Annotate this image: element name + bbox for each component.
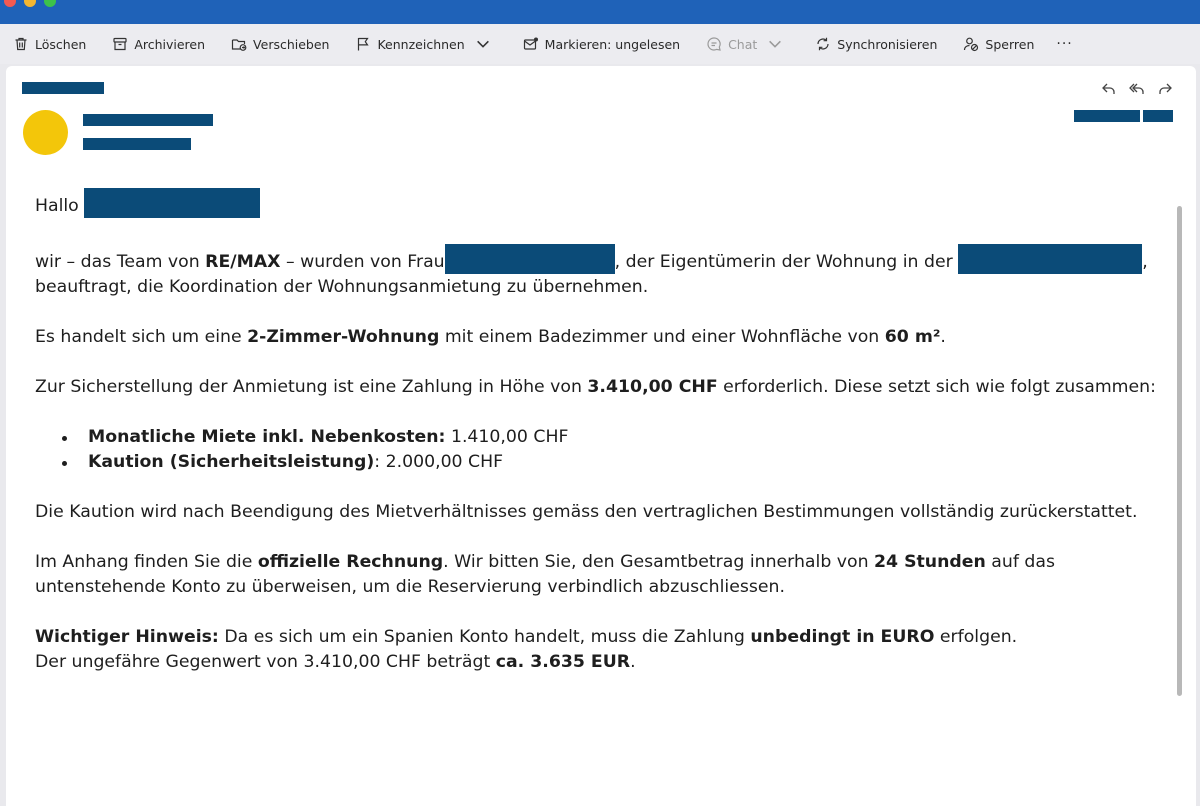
notice-paragraph	[35, 625, 1165, 675]
close-window-button[interactable]	[4, 0, 16, 7]
invoice-text: untenstehende Konto zu überweisen, um die Reservierung verbindlich abzuschliessen.	[35, 577, 785, 597]
payment-breakdown-list	[35, 425, 1165, 475]
payment-text: Zur Sicherstellung der Anmietung ist eine Zahlung in Höhe von	[35, 377, 588, 397]
scrollbar-thumb[interactable]	[1177, 206, 1182, 696]
reply-actions	[1100, 80, 1174, 98]
sync-label: Synchronisieren	[837, 36, 938, 52]
notice-text: Da es sich um ein Spanien Konto handelt, muss die Zahlung	[218, 627, 751, 647]
flag-icon	[355, 36, 371, 52]
redacted-address	[958, 244, 1142, 274]
apartment-size: 60 m²	[884, 327, 941, 347]
notice-text: Der ungefähre Gegenwert von 3.410,00 CHF beträgt	[35, 652, 496, 672]
notice-label: Wichtiger Hinweis:	[35, 627, 219, 647]
apartment-text: Es handelt sich um eine	[35, 327, 248, 347]
mark-unread-button[interactable]	[521, 30, 682, 58]
intro-text: , der Eigentümerin der Wohnung in der	[614, 252, 953, 272]
redacted-recipient-name	[84, 188, 260, 218]
payment-paragraph	[35, 375, 1165, 400]
sync-icon	[815, 36, 831, 52]
avatar	[23, 110, 68, 155]
rent-label: Monatliche Miete inkl. Nebenkosten:	[88, 427, 446, 447]
rent-value: 1.410,00 CHF	[445, 427, 569, 447]
reply-icon[interactable]	[1100, 80, 1118, 98]
vertical-scrollbar[interactable]	[1172, 206, 1186, 766]
redacted-subject	[22, 82, 104, 94]
reading-pane	[6, 66, 1196, 806]
block-button[interactable]	[961, 30, 1036, 58]
list-item	[35, 450, 1165, 475]
trash-icon	[13, 36, 29, 52]
deadline-text: 24 Stunden	[874, 552, 986, 572]
archive-button[interactable]	[110, 30, 207, 58]
flag-button[interactable]	[353, 30, 498, 58]
list-item	[35, 425, 1165, 450]
payment-amount: 3.410,00 CHF	[587, 377, 718, 397]
message-toolbar	[0, 24, 1200, 64]
archive-icon	[112, 36, 128, 52]
redacted-owner-name	[445, 244, 615, 274]
invoice-text: auf das	[985, 552, 1055, 572]
greeting-line	[35, 188, 1165, 219]
intro-text: beauftragt, die Koordination der Wohnungsanmietung zu übernehmen.	[35, 277, 649, 297]
zoom-window-button[interactable]	[44, 0, 56, 7]
notice-text: .	[630, 652, 636, 672]
redacted-sender-name	[83, 114, 213, 126]
delete-label: Löschen	[35, 36, 87, 52]
forward-icon[interactable]	[1156, 80, 1174, 98]
payment-text: erforderlich. Diese setzt sich wie folgt zusammen:	[717, 377, 1156, 397]
chat-label: Chat	[728, 36, 758, 52]
chat-icon	[706, 36, 722, 52]
intro-text: – wurden von Frau	[280, 252, 445, 272]
mark-unread-label: Markieren: ungelesen	[544, 36, 681, 52]
redacted-sender-address	[83, 138, 191, 150]
apartment-paragraph	[35, 325, 1165, 350]
intro-text: wir – das Team von	[35, 252, 206, 272]
move-label: Verschieben	[253, 36, 330, 52]
folder-move-icon	[231, 36, 247, 52]
deposit-value: : 2.000,00 CHF	[374, 452, 504, 472]
currency-requirement: unbedingt in EURO	[750, 627, 935, 647]
invoice-link-text: offizielle Rechnung	[257, 552, 444, 572]
chat-button[interactable]	[704, 30, 791, 58]
chevron-down-icon[interactable]	[475, 36, 491, 52]
euro-amount: ca. 3.635 EUR	[495, 652, 631, 672]
block-label: Sperren	[985, 36, 1035, 52]
move-button[interactable]	[229, 30, 331, 58]
email-body	[35, 188, 1165, 675]
invoice-text: . Wir bitten Sie, den Gesamtbetrag innerhalb von	[443, 552, 875, 572]
invoice-text: Im Anhang finden Sie die	[35, 552, 258, 572]
redacted-time	[1143, 110, 1173, 122]
redacted-date	[1074, 110, 1140, 122]
reply-all-icon[interactable]	[1128, 80, 1146, 98]
deposit-label: Kaution (Sicherheitsleistung)	[88, 452, 375, 472]
intro-text: ,	[1142, 252, 1148, 272]
more-icon: ···	[1056, 36, 1073, 52]
apartment-type: 2-Zimmer-Wohnung	[247, 327, 440, 347]
sync-button[interactable]	[813, 30, 939, 58]
intro-paragraph	[35, 244, 1165, 300]
delete-button[interactable]	[11, 30, 88, 58]
window-titlebar	[0, 0, 1200, 24]
notice-text: erfolgen.	[934, 627, 1018, 647]
apartment-text: mit einem Badezimmer und einer Wohnfläche von	[439, 327, 885, 347]
block-user-icon	[963, 36, 979, 52]
chevron-down-icon[interactable]	[767, 36, 783, 52]
flag-label: Kennzeichnen	[377, 36, 465, 52]
greeting-text: Hallo	[35, 196, 79, 216]
company-name: RE/MAX	[205, 252, 281, 272]
invoice-paragraph	[35, 550, 1165, 600]
deposit-paragraph: Die Kaution wird nach Beendigung des Mietverhältnisses gemäss den vertraglichen Bestimmungen vollständig zurückerstattet.	[35, 502, 1138, 522]
apartment-text: .	[940, 327, 946, 347]
minimize-window-button[interactable]	[24, 0, 36, 7]
more-actions-button[interactable]	[1054, 30, 1074, 58]
archive-label: Archivieren	[134, 36, 206, 52]
envelope-dot-icon	[523, 36, 539, 52]
